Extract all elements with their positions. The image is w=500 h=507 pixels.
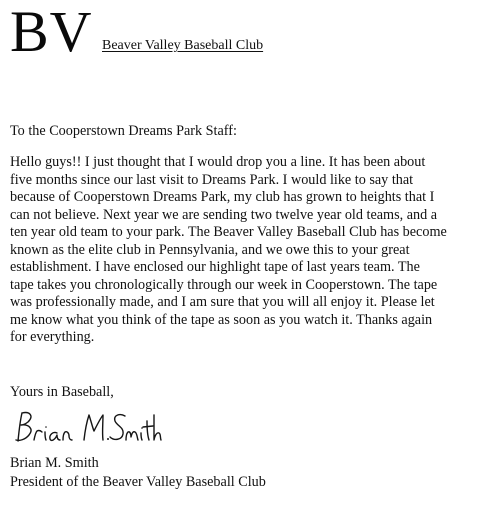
body-line: ten year old team to your park. The Beaver Valley Baseball Club has become — [10, 224, 447, 241]
body-line: tape takes you chronologically through our week in Cooperstown. The tape — [10, 276, 438, 293]
body-line: me know what you think of the tape as soon as you watch it. Thanks again — [10, 311, 433, 328]
letter-body — [10, 154, 496, 347]
signer-name: Brian M. Smith — [10, 455, 99, 471]
body-line: known as the elite club in Pennsylvania, and we owe this to your great — [10, 241, 410, 258]
club-name: Beaver Valley Baseball Club — [102, 38, 264, 53]
club-logo: BV — [10, 0, 93, 64]
body-line: for everything. — [10, 329, 95, 346]
body-line: establishment. I have enclosed our highlight tape of last years team. The — [10, 259, 420, 276]
closing: Yours in Baseball, — [10, 384, 114, 400]
letterhead — [10, 0, 490, 64]
handwritten-signature — [12, 407, 162, 447]
body-line: Hello guys!! I just thought that I would drop you a line. It has been about — [10, 154, 426, 170]
body-line: because of Cooperstown Dreams Park, my club has grown to heights that I — [10, 189, 435, 206]
signer-title: President of the Beaver Valley Baseball Club — [10, 474, 266, 490]
salutation: To the Cooperstown Dreams Park Staff: — [10, 123, 237, 139]
body-line: five months since our last visit to Dreams Park. I would like to say that — [10, 171, 414, 188]
body-line: can not believe. Next year we are sending two twelve year old teams, and a — [10, 206, 438, 223]
body-line: was professionally made, and I am sure that you will all enjoy it. Please let — [10, 294, 435, 311]
